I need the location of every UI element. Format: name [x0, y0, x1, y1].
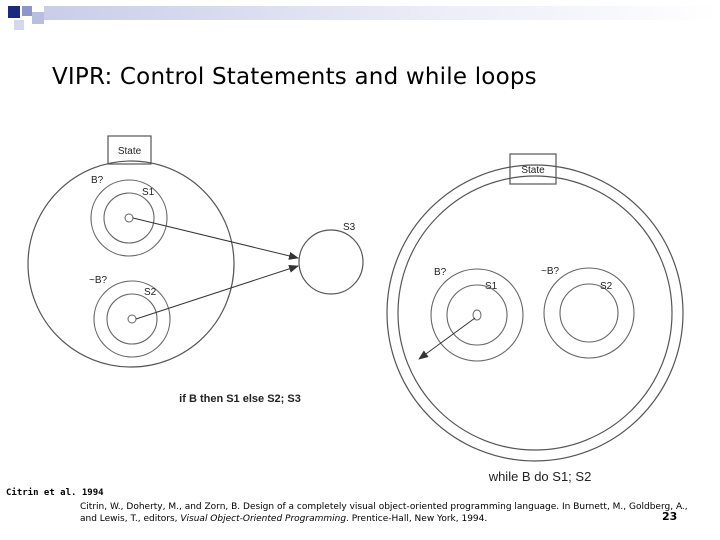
right-cond-not-b: ~B?: [541, 266, 560, 277]
left-s1-dot: [125, 214, 133, 222]
left-s1-outer-ring: [91, 180, 167, 256]
left-caption: if B then S1 else S2; S3: [179, 393, 301, 405]
right-loop-circle: [398, 176, 672, 450]
left-s3-circle: [299, 230, 363, 294]
citation-text-part2: . Prentice-Hall, New York, 1994.: [346, 514, 488, 524]
if-then-else-diagram: [28, 136, 363, 405]
citation-label: Citrin et al. 1994: [6, 488, 104, 498]
left-s2-label: S2: [144, 287, 157, 298]
right-s2-outer-ring: [544, 268, 634, 358]
right-s1-label: S1: [485, 281, 498, 292]
citation-text-part1: Citrin, W., Doherty, M., and Zorn, B. Design of a completely visual object-oriented programming language. In Burnett, M., Goldberg, A., and Lewis, T., editors,: [80, 502, 688, 524]
left-s1-label: S1: [142, 187, 155, 198]
left-s2-dot: [128, 315, 136, 323]
right-arrow-loop-back: [419, 318, 475, 359]
left-arrow-s1-to-s3: [133, 218, 298, 258]
left-s3-label: S3: [343, 222, 356, 233]
left-s2-inner-ring: [107, 294, 157, 344]
while-loop-diagram: [387, 154, 683, 484]
left-s1-inner-ring: [104, 193, 154, 243]
left-state-label: State: [117, 146, 142, 157]
left-cond-not-b: ~B?: [89, 275, 108, 286]
left-cond-b: B?: [91, 175, 104, 186]
citation-text: [80, 501, 705, 525]
slide-title: VIPR: Control Statements and while loops: [52, 64, 537, 90]
right-s2-inner-ring: [560, 284, 618, 342]
left-outer-circle: [28, 161, 234, 367]
citation-book-title: Visual Object-Oriented Programming: [180, 514, 347, 524]
right-s1-inner-ring: [447, 285, 507, 345]
left-arrow-s2-to-s3: [136, 266, 298, 319]
slide-number: 23: [662, 510, 678, 523]
left-s2-outer-ring: [94, 281, 170, 357]
right-cond-b: B?: [434, 267, 447, 278]
right-s2-label: S2: [600, 281, 613, 292]
right-state-label: State: [521, 165, 545, 176]
right-s1-outer-ring: [431, 269, 523, 361]
right-caption: while B do S1; S2: [488, 469, 592, 484]
